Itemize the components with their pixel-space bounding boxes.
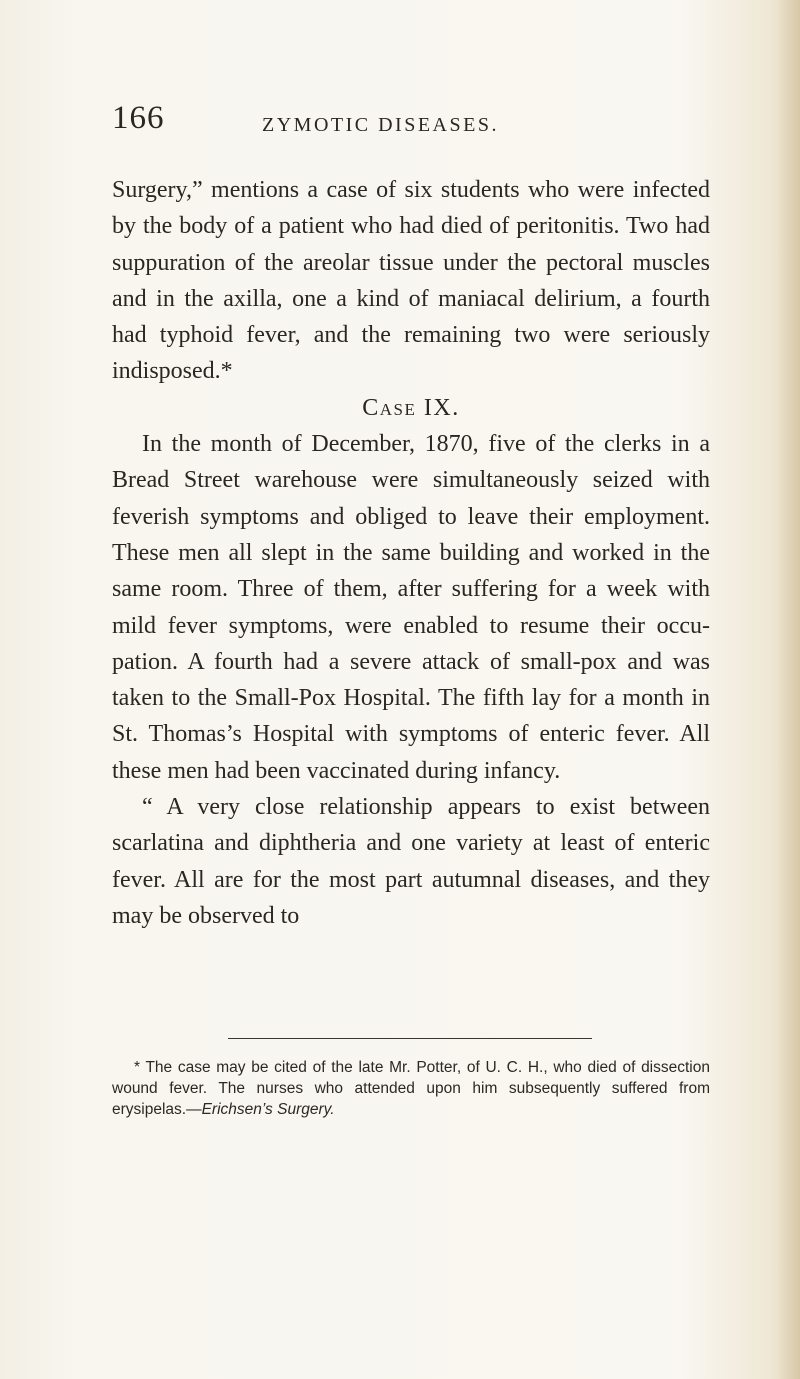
case-heading: Case IX. — [362, 394, 460, 421]
footnote-divider — [228, 1038, 592, 1039]
paragraph-quotation: “ A very close relationship appears to exist between scarlatina and diphtheria and one variety at least of enteric fever. All are for the most part autumnal diseases, and they may be observed to — [112, 794, 710, 929]
page-edge-shadow — [778, 0, 800, 1379]
running-head: ZYMOTIC DISEASES. — [262, 114, 499, 136]
footnote-citation: Erichsen’s Surgery. — [201, 1101, 335, 1118]
footnotes — [112, 1057, 710, 1120]
body-text — [112, 172, 710, 934]
page-header — [0, 100, 800, 150]
footnote — [112, 1057, 710, 1120]
footnote-text: * The case may be cited of the late Mr. Potter, of U. C. H., who died of dissection wound fever. The nurses who attended upon him subsequently suffered from erysipelas.— — [112, 1059, 710, 1118]
paragraph-surgery-case: Surgery,” mentions a case of six students who were infected by the body of a patient who had died of peritonitis. Two had suppuration of the areolar tissue under the pectoral muscles and in the axilla, one a kind of maniacal delirium, a fourth had typhoid fever, and the remaining two were seriously indisposed.* — [112, 177, 710, 385]
page-number: 166 — [112, 100, 165, 136]
paragraph-case-ix: In the month of December, 1870, five of the clerks in a Bread Street warehouse were simultaneously seized with feverish symptoms and obliged to leave their employment. These men all slept in the same building and worked in the same room. Three of them, after suffering for a week with mild fever symptoms, were enabled to resume their occupation. A fourth had a severe attack of small-pox and was taken to the Small-Pox Hospital. The fifth lay for a month in St. Thomas’s Hospital with symptoms of enteric fever. All these men had been vaccinated during infancy. — [112, 431, 710, 784]
